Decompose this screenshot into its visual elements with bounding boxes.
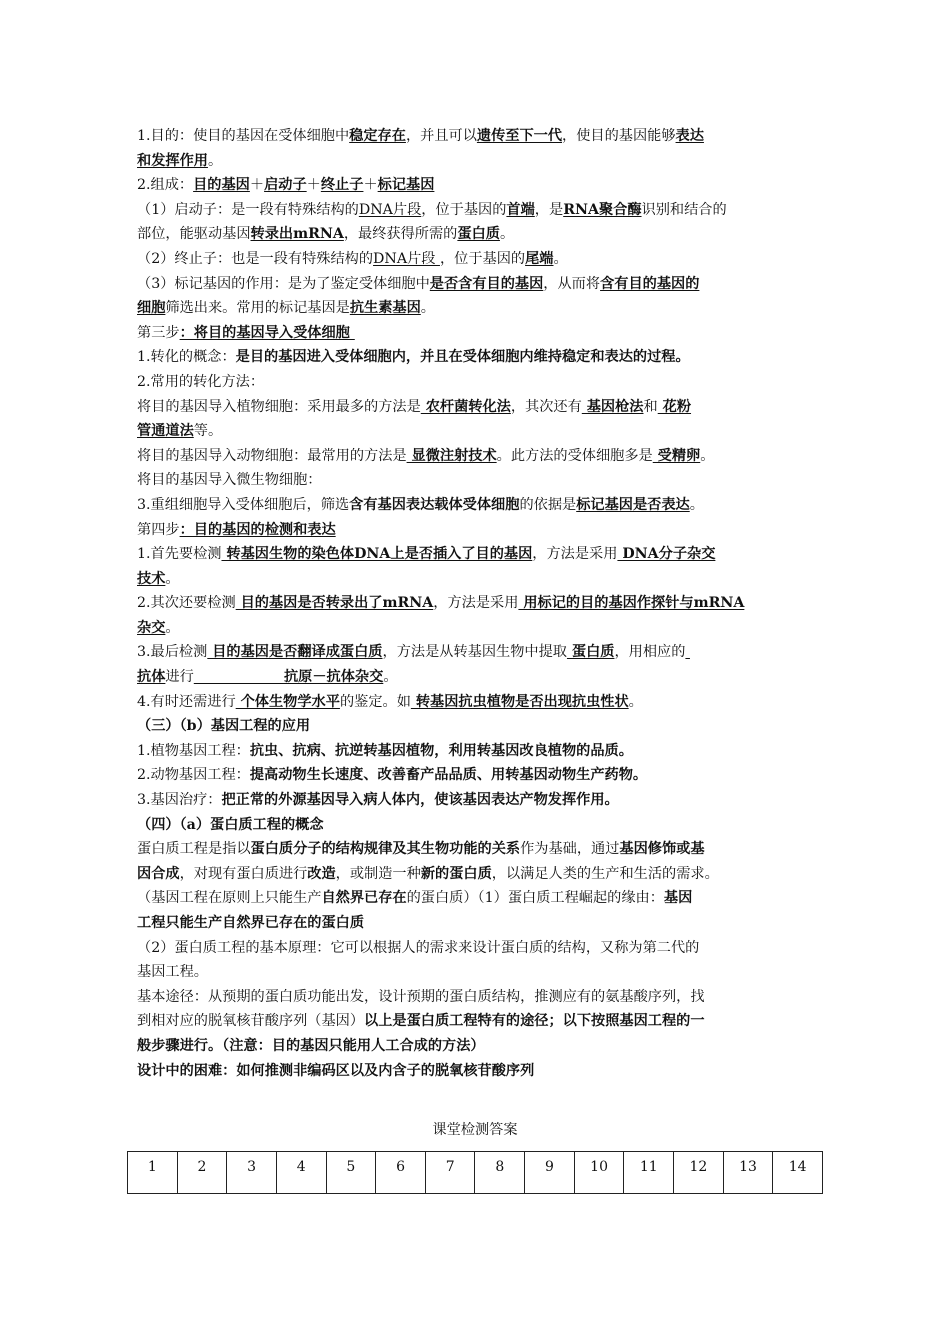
emphasized-text [685,644,690,660]
emphasized-text: 终止子 [320,177,364,194]
text-run: 的鉴定。如 [339,693,411,710]
text-run: 2.组成： [137,177,194,194]
answer-table-cell: 10 [574,1152,624,1194]
text-run: 1.植物基因工程： [137,742,250,759]
text-line [137,321,827,346]
text-run: 。此方法的受体细胞多是 [496,447,653,464]
text-run: 基因工程。 [137,964,208,981]
emphasized-text: 蛋白质分子的结构规律及其生物功能的关系 [250,841,521,858]
emphasized-text: 显微注射技术 [406,447,497,464]
emphasized-text: 农杆菌转化法 [420,398,511,415]
text-line [137,1034,827,1059]
text-run: 识别和结合的 [641,201,727,218]
emphasized-text: 转基因抗虫植物是否出现抗虫性状 [410,693,629,710]
text-run: ，或制造一种 [335,865,421,882]
emphasized-text: 转基因生物的染色体DNA上是否插入了目的基因 [221,546,533,563]
text-run: 4.有时还需进行 [137,693,236,710]
text-run: 到相对应的脱氧核苷酸序列（基因） [137,1013,365,1030]
emphasized-text: 抗生素基因 [349,300,421,317]
emphasized-text: 尾端 [525,250,554,267]
text-run: 的蛋白质）（1）蛋白质工程崛起的缘由： [406,890,664,907]
text-run: ，使目的基因能够 [562,128,676,144]
emphasized-text: DNA分子杂交 [617,546,716,563]
emphasized-text: 般步骤进行。（注意：目的基因只能用人工合成的方法） [137,1037,485,1054]
text-line [137,591,827,616]
text-run: 部位，能驱动基因 [137,226,251,243]
text-line [137,173,827,198]
text-run: 。 [165,570,180,587]
emphasized-text: 目的基因 [193,177,250,194]
emphasized-text: 基因枪法 [581,398,644,415]
text-run: ，位于基因的 [421,201,507,218]
text-run: 2.其次还要检测 [137,595,236,612]
text-run: 1.首先要检测 [137,546,222,563]
emphasized-text: 新的蛋白质 [420,865,492,882]
text-run: ，方法是采用 [433,595,519,612]
text-run: ，是 [534,201,564,218]
emphasized-text: 是否含有目的基因 [429,275,544,292]
text-line [137,690,827,715]
text-line [137,272,827,297]
text-run: ，对现有蛋白质进行 [179,865,308,882]
text-run: 。 [165,619,180,636]
emphasized-text: 表达 [675,128,704,144]
text-run: 。 [689,496,704,513]
text-line [137,444,827,469]
emphasized-text: 蛋白质 [457,226,500,243]
text-run: 。 [553,250,568,267]
emphasized-text: 基因 [663,890,693,907]
text-run: ，方法是从转基因生物中提取 [382,644,567,661]
text-run: 和 [643,398,658,415]
text-line [137,1059,827,1084]
answer-table-cell: 6 [376,1152,426,1194]
emphasized-text: 含有目的基因的 [600,275,700,292]
text-run: ，以满足人类的生产和生活的需求。 [491,865,719,882]
text-run: 2.常用的转化方法： [137,373,265,390]
text-line [137,296,827,321]
text-run: 将目的基因导入微生物细胞： [137,472,322,489]
emphasized-text: 转录出mRNA [250,226,344,243]
emphasized-text: 花粉 [657,398,692,415]
text-line [137,149,827,174]
emphasized-text: DNA片段 [373,250,440,267]
text-line [137,395,827,420]
emphasized-text: 含有基因表达载体受体细胞 [349,496,520,513]
text-run: （2）蛋白质工程的基本原理：它可以根据人的需求来设计蛋白质的结构，又称为第二代的 [137,939,700,956]
text-run: 3.基因治疗： [137,792,222,809]
text-line [137,886,827,911]
answer-table-cell: 7 [425,1152,475,1194]
emphasized-text: （四）（a）蛋白质工程的概念 [137,816,324,833]
emphasized-text: 首端 [506,201,535,218]
document-body [137,124,827,1083]
text-run: 。 [207,152,223,169]
text-line [137,960,827,985]
text-run: （基因工程在原则上只能生产 [137,890,322,907]
answer-table-cell: 11 [624,1152,674,1194]
text-run: （3）标记基因的作用：是为了鉴定受体细胞中 [137,275,430,292]
emphasized-text: （三）（b）基因工程的应用 [137,718,311,735]
emphasized-text: 标记基因是否表达 [576,496,690,513]
emphasized-text: 因合成 [137,865,180,882]
text-line [137,813,827,838]
answer-table-cell: 12 [674,1152,724,1194]
answer-table-cell: 5 [326,1152,376,1194]
emphasized-text: 工程只能生产自然界已存在的蛋白质 [137,915,365,931]
text-run: 。 [700,447,715,464]
text-line [137,247,827,272]
text-run: ，其次还有 [510,398,582,415]
text-line [137,985,827,1010]
text-line [137,665,827,690]
text-run: 将目的基因导入动物细胞：最常用的方法是 [137,447,407,464]
text-run: 。 [499,226,515,243]
emphasized-text: 管通道法 [137,423,194,440]
text-line [137,763,827,788]
text-run: 3.重组细胞导入受体细胞后，筛选 [137,496,350,513]
answer-table [127,1151,823,1194]
text-line [137,542,827,567]
emphasized-text: RNA聚合酶 [563,201,642,218]
text-run: 。 [383,669,398,686]
text-run: 第四步 [137,521,180,538]
text-run: 。 [420,300,435,317]
text-run: 1.目的：使目的基因在受体细胞中 [137,128,350,144]
answer-table-cell: 13 [723,1152,773,1194]
text-line [137,493,827,518]
text-line [137,862,827,887]
text-run: 蛋白质工程是指以 [137,841,251,858]
text-line [137,788,827,813]
text-run: 2.动物基因工程： [137,767,250,784]
text-line [137,936,827,961]
text-run: 的依据是 [519,496,577,513]
emphasized-text: 杂交 [137,619,166,636]
text-run: ，方法是采用 [532,546,618,563]
text-line [137,567,827,592]
text-run: ＋ [249,177,265,194]
emphasized-text: ：将目的基因导入受体细胞 [179,324,355,341]
emphasized-text: 稳定存在 [349,128,406,144]
text-run: （1）启动子：是一段有特殊结构的 [137,201,359,218]
text-run: 基本途径：从预期的蛋白质功能出发，设计预期的蛋白质结构，推测应有的氨基酸序列，找 [137,988,705,1005]
answer-table-header-row [128,1152,823,1194]
text-run: 1.转化的概念： [137,349,236,366]
text-line [137,714,827,739]
answer-table-cell: 4 [276,1152,326,1194]
emphasized-text: 受精卵 [652,447,701,464]
text-line [137,198,827,223]
emphasized-text: 抗体 [137,669,166,686]
text-run: 进行 [165,669,194,686]
text-run: ，用相应的 [614,644,686,661]
emphasized-text: 标记基因 [377,177,435,194]
answer-table-cell: 14 [773,1152,823,1194]
text-run: 3.最后检测 [137,644,208,661]
emphasized-text: 用标记的目的基因作探针与mRNA [518,595,745,612]
text-run: 筛选出来。常用的标记基因是 [165,300,350,317]
text-line [137,468,827,493]
emphasized-text: 启动子 [264,177,307,194]
emphasized-text [194,669,284,685]
emphasized-text: 个体生物学水平 [235,693,340,710]
emphasized-text: 和发挥作用 [137,152,208,169]
text-line [137,1009,827,1034]
answer-table-title: 课堂检测答案 [432,1122,518,1138]
answer-table-cell: 1 [128,1152,178,1194]
text-line [137,222,827,247]
emphasized-text: 目的基因是否转录出了mRNA [235,595,434,612]
emphasized-text: 改造 [307,865,336,882]
text-run: ＋ [306,177,321,194]
text-run: ，最终获得所需的 [343,226,458,243]
emphasized-text: 抗虫、抗病、抗逆转基因植物，利用转基因改良植物的品质。 [249,742,633,759]
emphasized-text: 抗原－抗体杂交 [283,669,384,686]
answer-table-cell: 8 [475,1152,525,1194]
text-line [137,370,827,395]
emphasized-text: 设计中的困难：如何推测非编码区以及内含子的脱氧核苷酸序列 [137,1062,535,1079]
text-line [137,124,827,149]
text-line [137,616,827,641]
emphasized-text: DNA片段 [358,201,422,218]
text-run: 。 [628,693,643,710]
text-line [137,837,827,862]
text-line [137,739,827,764]
answer-table-cell: 2 [177,1152,227,1194]
text-run: （2）终止子：也是一段有特殊结构的 [137,250,374,267]
text-run: ＋ [363,177,378,194]
emphasized-text: 基因修饰或基 [619,841,705,858]
text-line [137,911,827,936]
emphasized-text: 以上是蛋白质工程特有的途径；以下按照基因工程的一 [364,1013,705,1030]
emphasized-text: ：目的基因的检测和表达 [179,521,336,538]
emphasized-text: 目的基因是否翻译成蛋白质 [207,644,383,661]
emphasized-text: 技术 [137,570,166,587]
emphasized-text: 细胞 [137,300,166,317]
emphasized-text: 把正常的外源基因导入病人体内，使该基因表达产物发挥作用。 [221,792,619,809]
emphasized-text: 自然界已存在 [321,890,407,907]
text-line [137,345,827,370]
text-run: ，并且可以 [405,128,477,144]
text-line [137,419,827,444]
emphasized-text: 提高动物生长速度、改善畜产品品质、用转基因动物生产药物。 [249,767,648,784]
text-run: ，位于基因的 [439,250,526,267]
text-run: ，从而将 [543,275,601,292]
text-run: 等。 [193,423,223,440]
text-run: 将目的基因导入植物细胞：采用最多的方法是 [137,398,421,415]
emphasized-text: 是目的基因进入受体细胞内，并且在受体细胞内维持稳定和表达的过程。 [235,349,690,366]
answer-table-cell: 3 [227,1152,277,1194]
emphasized-text: 蛋白质 [566,644,615,661]
text-run: 第三步 [137,324,180,341]
text-run: 作为基础，通过 [520,841,620,858]
answer-table-cell: 9 [525,1152,575,1194]
text-line [137,518,827,543]
text-line [137,640,827,665]
emphasized-text: 遗传至下一代 [476,128,563,144]
